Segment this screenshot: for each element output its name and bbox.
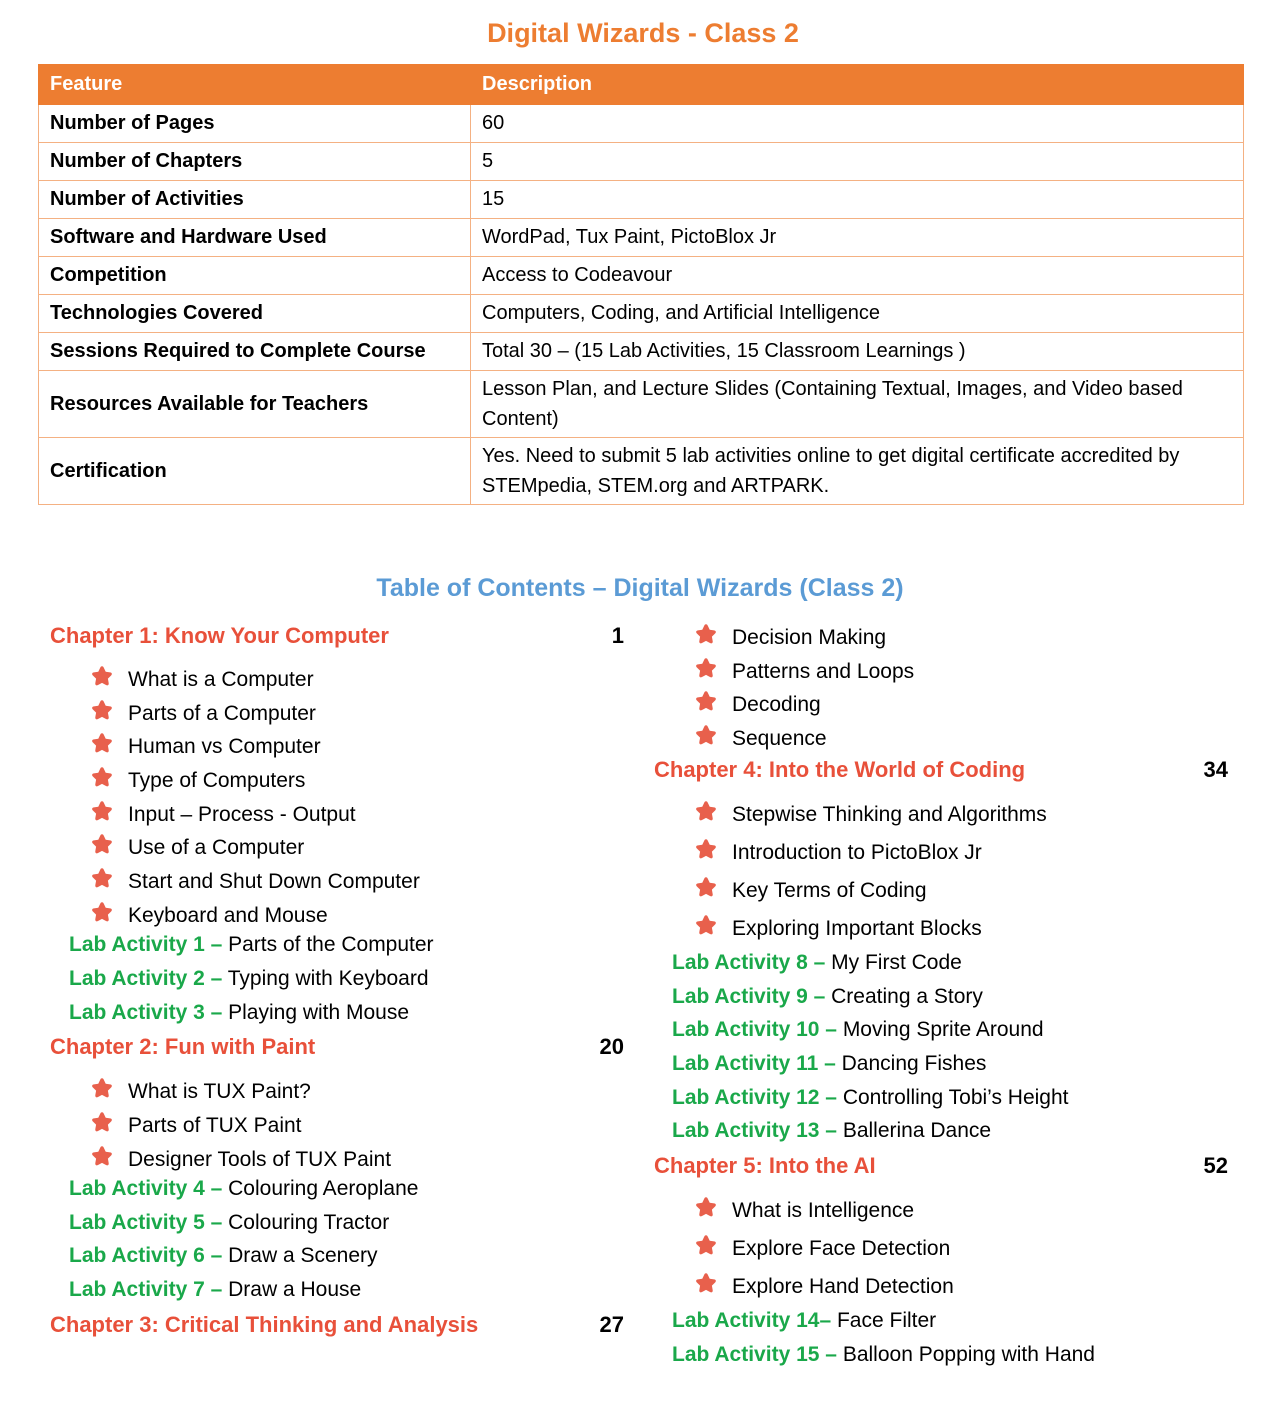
toc-lab-activity — [672, 1119, 991, 1143]
table-row — [39, 295, 1244, 333]
star-icon — [694, 689, 718, 713]
star-icon — [694, 1271, 718, 1295]
star-icon — [694, 656, 718, 680]
toc-topic-item — [90, 832, 304, 860]
toc-topic-item — [90, 664, 314, 692]
star-icon — [694, 723, 718, 747]
toc-topic-item — [90, 1110, 302, 1138]
toc-chapter-entry — [50, 1312, 478, 1338]
lab-activity-label: Lab Activity 8 – — [672, 951, 826, 974]
description-cell: Yes. Need to submit 5 lab activities online to get digital certificate accredited by STEMpedia, STEM.org and ARTPARK. — [471, 438, 1244, 505]
star-icon — [90, 1110, 114, 1134]
lab-activity-title: Colouring Tractor — [228, 1211, 390, 1234]
lab-activity-title: Parts of the Computer — [228, 933, 434, 956]
chapter-title: Chapter 3: Critical Thinking and Analysis — [50, 1312, 479, 1337]
star-icon — [90, 832, 114, 856]
topic-text: Designer Tools of TUX Paint — [128, 1148, 392, 1171]
lab-activity-title: Creating a Story — [831, 985, 983, 1008]
lab-activity-label: Lab Activity 15 – — [672, 1343, 837, 1366]
description-cell: Lesson Plan, and Lecture Slides (Containing Textual, Images, and Video based Content) — [471, 371, 1244, 438]
description-cell: WordPad, Tux Paint, PictoBlox Jr — [471, 219, 1244, 257]
toc-lab-activity — [672, 951, 962, 975]
topic-text: Type of Computers — [128, 769, 306, 792]
chapter-page-number: 20 — [599, 1034, 624, 1059]
star-icon — [694, 837, 718, 861]
toc-topic-item — [90, 900, 328, 928]
star-icon — [694, 1233, 718, 1257]
star-icon — [90, 731, 114, 755]
lab-activity-title: My First Code — [831, 951, 962, 974]
topic-text: What is a Computer — [128, 668, 314, 691]
toc-lab-activity — [69, 1211, 389, 1235]
star-icon — [694, 799, 718, 823]
description-cell: Access to Codeavour — [471, 257, 1244, 295]
chapter-page-number: 34 — [1203, 757, 1228, 782]
description-cell: Total 30 – (15 Lab Activities, 15 Classroom Learnings ) — [471, 333, 1244, 371]
feature-cell: Competition — [39, 257, 471, 295]
lab-activity-title: Moving Sprite Around — [842, 1018, 1044, 1041]
toc-topic-item — [694, 1271, 954, 1299]
lab-activity-title: Face Filter — [836, 1309, 937, 1332]
toc-topic-item — [694, 689, 821, 717]
toc-topic-item — [90, 1076, 311, 1104]
toc-topic-item — [90, 866, 420, 894]
topic-text: Stepwise Thinking and Algorithms — [732, 803, 1047, 826]
description-cell: 60 — [471, 105, 1244, 143]
toc-lab-activity — [672, 1309, 936, 1333]
toc-lab-activity — [672, 1086, 1069, 1110]
toc-lab-activity — [69, 933, 434, 957]
topic-text: Keyboard and Mouse — [128, 904, 328, 927]
toc-topic-item — [694, 799, 1047, 827]
lab-activity-label: Lab Activity 9 – — [672, 985, 826, 1008]
topic-text: Explore Hand Detection — [732, 1275, 954, 1298]
table-header-row — [39, 65, 1244, 105]
toc-topic-item — [694, 723, 827, 751]
toc-lab-activity — [69, 1278, 361, 1302]
lab-activity-label: Lab Activity 3 – — [69, 1001, 223, 1024]
toc-title: Table of Contents – Digital Wizards (Class 2) — [376, 574, 904, 602]
lab-activity-title: Draw a House — [228, 1278, 362, 1301]
toc-topic-item — [694, 656, 914, 684]
toc-topic-item — [90, 698, 316, 726]
column-header-feature: Feature — [39, 65, 471, 105]
lab-activity-label: Lab Activity 6 – — [69, 1244, 223, 1267]
topic-text: Decision Making — [732, 626, 887, 649]
topic-text: Parts of TUX Paint — [128, 1114, 302, 1137]
lab-activity-label: Lab Activity 1 – — [69, 933, 223, 956]
star-icon — [694, 622, 718, 646]
feature-cell: Number of Activities — [39, 181, 471, 219]
feature-cell: Technologies Covered — [39, 295, 471, 333]
star-icon — [90, 900, 114, 924]
star-icon — [90, 664, 114, 688]
toc-lab-activity — [672, 1018, 1044, 1042]
feature-cell: Sessions Required to Complete Course — [39, 333, 471, 371]
lab-activity-label: Lab Activity 7 – — [69, 1278, 223, 1301]
topic-text: Input – Process - Output — [128, 803, 356, 826]
topic-text: Start and Shut Down Computer — [128, 870, 420, 893]
table-row — [39, 105, 1244, 143]
feature-cell: Software and Hardware Used — [39, 219, 471, 257]
toc-lab-activity — [69, 1244, 378, 1268]
table-row — [39, 181, 1244, 219]
lab-activity-label: Lab Activity 10 – — [672, 1018, 837, 1041]
lab-activity-title: Controlling Tobi’s Height — [842, 1086, 1069, 1109]
feature-cell: Resources Available for Teachers — [39, 371, 471, 438]
topic-text: Exploring Important Blocks — [732, 917, 982, 940]
topic-text: Key Terms of Coding — [732, 879, 927, 902]
toc-topic-item — [90, 799, 356, 827]
star-icon — [694, 875, 718, 899]
chapter-title: Chapter 1: Know Your Computer — [50, 623, 389, 648]
document-title: Digital Wizards - Class 2 — [487, 18, 799, 48]
toc-topic-item — [90, 1144, 391, 1172]
toc-topic-item — [694, 1233, 950, 1261]
toc-topic-item — [694, 875, 927, 903]
table-row — [39, 219, 1244, 257]
topic-text: Decoding — [732, 693, 821, 716]
table-row — [39, 143, 1244, 181]
feature-cell: Certification — [39, 438, 471, 505]
toc-chapter-entry — [654, 1153, 876, 1179]
toc-chapter-entry — [654, 757, 1025, 783]
star-icon — [694, 1195, 718, 1219]
column-header-description: Description — [471, 65, 1244, 105]
lab-activity-label: Lab Activity 11 – — [672, 1052, 836, 1075]
chapter-title: Chapter 4: Into the World of Coding — [654, 757, 1026, 782]
star-icon — [90, 765, 114, 789]
toc-lab-activity — [69, 1177, 418, 1201]
lab-activity-title: Typing with Keyboard — [227, 967, 429, 990]
toc-topic-item — [694, 622, 886, 650]
topic-text: Parts of a Computer — [128, 702, 316, 725]
lab-activity-title: Colouring Aeroplane — [228, 1177, 419, 1200]
description-cell: 5 — [471, 143, 1244, 181]
lab-activity-label: Lab Activity 2 – — [69, 967, 223, 990]
lab-activity-label: Lab Activity 4 – — [69, 1177, 223, 1200]
star-icon — [694, 913, 718, 937]
feature-table — [38, 64, 1244, 505]
lab-activity-title: Balloon Popping with Hand — [842, 1343, 1095, 1366]
star-icon — [90, 866, 114, 890]
table-row — [39, 371, 1244, 438]
lab-activity-label: Lab Activity 14– — [672, 1309, 832, 1332]
topic-text: What is TUX Paint? — [128, 1080, 311, 1103]
feature-cell: Number of Chapters — [39, 143, 471, 181]
topic-text: Human vs Computer — [128, 735, 321, 758]
feature-cell: Number of Pages — [39, 105, 471, 143]
chapter-title: Chapter 5: Into the AI — [654, 1153, 876, 1178]
chapter-page-number: 1 — [611, 623, 624, 648]
toc-topic-item — [694, 913, 982, 941]
table-row — [39, 333, 1244, 371]
toc-lab-activity — [69, 967, 429, 991]
topic-text: Introduction to PictoBlox Jr — [732, 841, 982, 864]
toc-topic-item — [90, 765, 305, 793]
lab-activity-title: Playing with Mouse — [228, 1001, 410, 1024]
topic-text: What is Intelligence — [732, 1199, 915, 1222]
topic-text: Use of a Computer — [128, 836, 305, 859]
table-row — [39, 257, 1244, 295]
topic-text: Sequence — [732, 727, 827, 750]
toc-topic-item — [694, 837, 982, 865]
toc-topic-item — [694, 1195, 914, 1223]
description-cell: 15 — [471, 181, 1244, 219]
lab-activity-title: Ballerina Dance — [842, 1119, 992, 1142]
chapter-page-number: 27 — [599, 1312, 624, 1337]
description-cell: Computers, Coding, and Artificial Intelligence — [471, 295, 1244, 333]
topic-text: Patterns and Loops — [732, 660, 915, 683]
star-icon — [90, 1076, 114, 1100]
lab-activity-label: Lab Activity 12 – — [672, 1086, 837, 1109]
star-icon — [90, 1144, 114, 1168]
toc-lab-activity — [672, 985, 983, 1009]
toc-lab-activity — [672, 1052, 986, 1076]
star-icon — [90, 799, 114, 823]
table-row — [39, 438, 1244, 505]
toc-lab-activity — [69, 1001, 409, 1025]
toc-topic-item — [90, 731, 321, 759]
toc-lab-activity — [672, 1343, 1095, 1367]
toc-chapter-entry — [50, 623, 389, 649]
chapter-title: Chapter 2: Fun with Paint — [50, 1034, 316, 1059]
lab-activity-label: Lab Activity 13 – — [672, 1119, 837, 1142]
topic-text: Explore Face Detection — [732, 1237, 951, 1260]
lab-activity-title: Draw a Scenery — [228, 1244, 378, 1267]
lab-activity-title: Dancing Fishes — [841, 1052, 987, 1075]
lab-activity-label: Lab Activity 5 – — [69, 1211, 223, 1234]
chapter-page-number: 52 — [1203, 1153, 1228, 1178]
toc-chapter-entry — [50, 1034, 315, 1060]
star-icon — [90, 698, 114, 722]
